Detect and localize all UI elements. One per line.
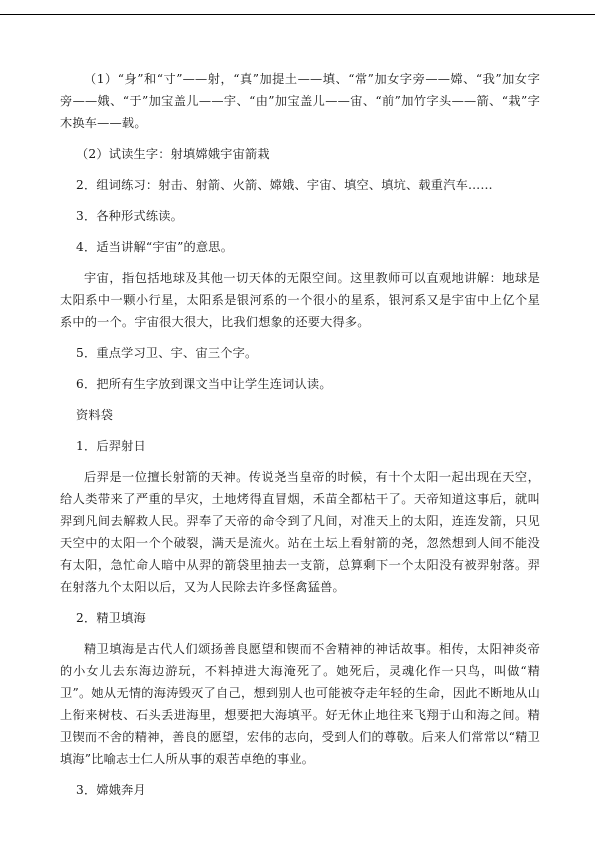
paragraph-trial-reading: （2）试读生字：射填嫦娥宇宙箭栽 [76,147,270,161]
story-heading-jingwei: 2．精卫填海 [76,611,146,625]
story-heading-houyi: 1．后羿射日 [76,439,146,453]
paragraph-explain-universe: 4．适当讲解“宇宙”的意思。 [76,240,234,254]
header-rule [0,14,595,15]
paragraph-universe-definition: 宇宙，指包括地球及其他一切天体的无限空间。这里教师可以直观地讲解：地球是太阳系中一颗小行星，太阳系是银河系的一个很小的星系，银河系又是宇宙中上亿个星系中的一个。宇宙很大很大，比我们想象的还要大得多。 [60,271,540,329]
paragraph-word-practice: 2．组词练习：射击、射箭、火箭、嫦娥、宇宙、填空、填坑、载重汽车…… [76,178,493,192]
paragraph-read-in-text: 6．把所有生字放到课文当中让学生连词认读。 [76,377,332,391]
paragraph-character-analysis: （1）“身”和“寸”——射，“真”加提土——填、“常”加女字旁——嫦、“我”加女字旁——娥、“于”加宝盖儿——宇、“由”加宝盖儿——宙、“前”加竹字头——箭、“栽”字木换车——载。 [60,72,540,130]
paragraph-reading-practice: 3．各种形式练读。 [76,209,184,223]
story-heading-change: 3．嫦娥奔月 [76,783,146,797]
story-text-jingwei: 精卫填海是古代人们颂扬善良愿望和锲而不舍精神的神话故事。相传，太阳神炎帝的小女儿去东海边游玩，不料掉进大海淹死了。她死后，灵魂化作一只鸟，叫做“精卫”。她从无情的海涛毁灭了自己，想到别人也可能被夺走年轻的生命，因此不断地从山上衔来树枝、石头丢进海里，想要把大海填平。好无休止地往来飞翔于山和海之间。精卫锲而不舍的精神，善良的愿望，宏伟的志向，受到人们的尊敬。后来人们常常以“精卫填海”比喻志士仁人所从事的艰苦卓绝的事业。 [60,642,540,766]
story-text-houyi: 后羿是一位擅长射箭的天神。传说尧当皇帝的时候，有十个太阳一起出现在天空，给人类带来了严重的旱灾，土地烤得直冒烟，禾苗全都枯干了。天帝知道这事后，就叫羿到凡间去解救人民。羿奉了天帝的命令到了凡间，对准天上的太阳，连连发箭，只见天空中的太阳一个个破裂，满天是流火。站在土坛上看射箭的尧，忽然想到人间不能没有太阳，急忙命人暗中从羿的箭袋里抽去一支箭，总算剩下一个太阳没有被羿射落。羿在射落九个太阳以后，又为人民除去许多怪禽猛兽。 [60,470,540,594]
section-heading-resource-bag: 资料袋 [76,408,114,422]
document-body [60,68,540,810]
paragraph-key-characters: 5．重点学习卫、宇、宙三个字。 [76,346,258,360]
